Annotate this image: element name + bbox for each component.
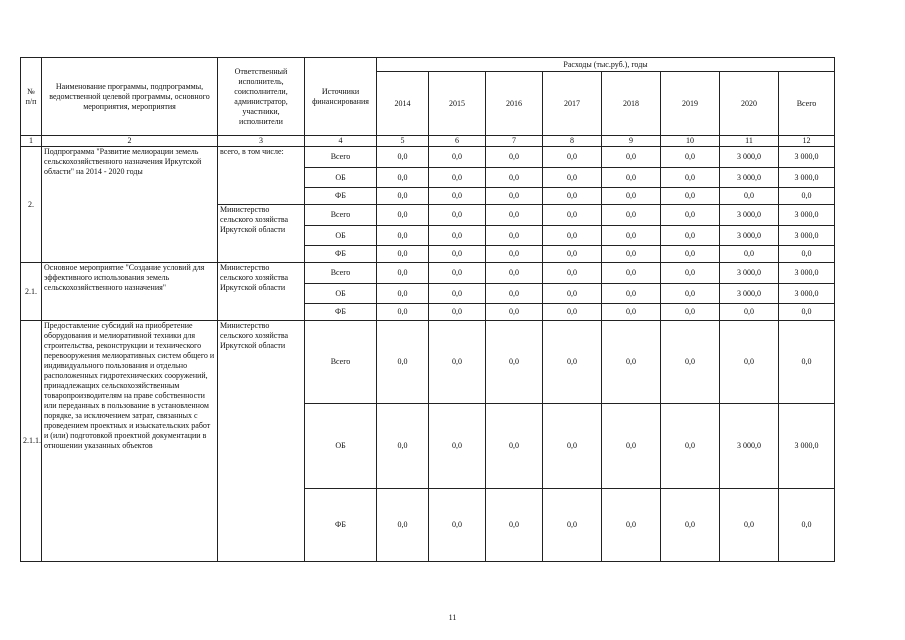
value-cell: 0,0 [377, 188, 429, 205]
value-cell: 3 000,0 [779, 226, 835, 246]
source-cell: ОБ [305, 284, 377, 304]
value-cell: 0,0 [661, 147, 720, 168]
value-cell: 3 000,0 [720, 284, 779, 304]
source-cell: ОБ [305, 168, 377, 188]
column-number: 1 [21, 136, 42, 147]
table-body [21, 58, 835, 562]
value-cell: 0,0 [543, 188, 602, 205]
header-year: 2016 [486, 72, 543, 136]
section-name: Подпрограмма "Развитие мелиорации земель сельскохозяйственного назначения Иркутской области" на 2014 - 2020 годы [42, 147, 218, 263]
value-cell: 0,0 [661, 168, 720, 188]
value-cell: 0,0 [543, 246, 602, 263]
value-cell: 0,0 [602, 205, 661, 226]
value-cell: 0,0 [661, 404, 720, 489]
page-number: 11 [448, 613, 457, 622]
value-cell: 0,0 [377, 284, 429, 304]
value-cell: 0,0 [543, 404, 602, 489]
value-cell: 0,0 [543, 489, 602, 562]
value-cell: 0,0 [779, 188, 835, 205]
value-cell: 3 000,0 [720, 205, 779, 226]
header-name: Наименование программы, подпрограммы, ведомственной целевой программы, основного мероприятия, мероприятия [42, 58, 218, 136]
column-number: 3 [218, 136, 305, 147]
value-cell: 0,0 [486, 404, 543, 489]
value-cell: 0,0 [720, 304, 779, 321]
value-cell: 0,0 [429, 205, 486, 226]
table-row [21, 58, 835, 72]
value-cell: 0,0 [377, 246, 429, 263]
value-cell: 3 000,0 [720, 263, 779, 284]
value-cell: 0,0 [661, 489, 720, 562]
value-cell: 0,0 [602, 489, 661, 562]
column-number: 4 [305, 136, 377, 147]
value-cell: 0,0 [720, 188, 779, 205]
header-year: 2017 [543, 72, 602, 136]
value-cell: 0,0 [429, 188, 486, 205]
table-row [21, 321, 835, 404]
value-cell: 0,0 [720, 321, 779, 404]
value-cell: 0,0 [486, 284, 543, 304]
source-cell: Всего [305, 321, 377, 404]
source-cell: Всего [305, 205, 377, 226]
header-year: 2019 [661, 72, 720, 136]
value-cell: 0,0 [543, 304, 602, 321]
source-cell: ОБ [305, 226, 377, 246]
value-cell: 0,0 [429, 489, 486, 562]
source-cell: ФБ [305, 304, 377, 321]
section-name: Предоставление субсидий на приобретение оборудования и мелиоративной техники для строительства, реконструкции и технического перевооружения мелиоративных систем общего и индивидуального пользования и отдельно расположенных гидротехнических сооружений, принадлежащих сельскохозяйственным товаропроизводителям на праве собственности или переданных в пользование в установленном порядке, за исключением затрат, связанных с проведением проектных и изыскательских работ и (или) подготовкой проектной документации в отношении указанных объектов [42, 321, 218, 562]
value-cell: 0,0 [543, 321, 602, 404]
value-cell: 0,0 [543, 263, 602, 284]
value-cell: 0,0 [377, 304, 429, 321]
header-responsible: Ответственный исполнитель, соисполнители, администратор, участники, исполнители [218, 58, 305, 136]
header-num: № п/п [21, 58, 42, 136]
section-name: Основное мероприятие "Создание условий для эффективного использования земель сельскохозяйственного назначения" [42, 263, 218, 321]
value-cell: 0,0 [661, 263, 720, 284]
header-year: 2015 [429, 72, 486, 136]
responsible-cell: Министерство сельского хозяйства Иркутской области [218, 321, 305, 562]
column-number: 5 [377, 136, 429, 147]
table-row [21, 263, 835, 284]
source-cell: ФБ [305, 188, 377, 205]
source-cell: ФБ [305, 246, 377, 263]
value-cell: 0,0 [486, 147, 543, 168]
value-cell: 0,0 [720, 489, 779, 562]
value-cell: 0,0 [429, 304, 486, 321]
value-cell: 0,0 [779, 489, 835, 562]
value-cell: 0,0 [602, 404, 661, 489]
table-row [21, 147, 835, 168]
column-number: 6 [429, 136, 486, 147]
value-cell: 3 000,0 [779, 263, 835, 284]
value-cell: 0,0 [602, 188, 661, 205]
header-sources: Источники финансирования [305, 58, 377, 136]
column-number: 12 [779, 136, 835, 147]
section-num: 2.1. [21, 263, 42, 321]
header-year: 2014 [377, 72, 429, 136]
value-cell: 0,0 [429, 284, 486, 304]
value-cell: 0,0 [779, 304, 835, 321]
value-cell: 3 000,0 [779, 205, 835, 226]
value-cell: 0,0 [377, 205, 429, 226]
section-num: 2.1.1. [21, 321, 42, 562]
value-cell: 0,0 [486, 226, 543, 246]
value-cell: 0,0 [602, 321, 661, 404]
value-cell: 0,0 [602, 147, 661, 168]
value-cell: 0,0 [429, 147, 486, 168]
table-row [21, 136, 835, 147]
value-cell: 0,0 [661, 321, 720, 404]
source-cell: ФБ [305, 489, 377, 562]
value-cell: 0,0 [779, 246, 835, 263]
value-cell: 0,0 [661, 284, 720, 304]
responsible-cell: Министерство сельского хозяйства Иркутской области [218, 205, 305, 263]
value-cell: 0,0 [486, 489, 543, 562]
column-number: 11 [720, 136, 779, 147]
responsible-cell: всего, в том числе: [218, 147, 305, 205]
section-num: 2. [21, 147, 42, 263]
value-cell: 3 000,0 [720, 147, 779, 168]
value-cell: 0,0 [486, 263, 543, 284]
value-cell: 0,0 [429, 263, 486, 284]
value-cell: 0,0 [602, 226, 661, 246]
value-cell: 0,0 [377, 226, 429, 246]
value-cell: 0,0 [429, 226, 486, 246]
value-cell: 0,0 [779, 321, 835, 404]
value-cell: 0,0 [543, 284, 602, 304]
value-cell: 3 000,0 [779, 404, 835, 489]
value-cell: 0,0 [602, 284, 661, 304]
source-cell: Всего [305, 263, 377, 284]
column-number: 8 [543, 136, 602, 147]
value-cell: 3 000,0 [720, 168, 779, 188]
source-cell: Всего [305, 147, 377, 168]
value-cell: 0,0 [486, 321, 543, 404]
value-cell: 0,0 [377, 168, 429, 188]
value-cell: 3 000,0 [779, 147, 835, 168]
value-cell: 0,0 [377, 263, 429, 284]
responsible-cell: Министерство сельского хозяйства Иркутской области [218, 263, 305, 321]
column-number: 9 [602, 136, 661, 147]
header-year: 2018 [602, 72, 661, 136]
value-cell: 0,0 [486, 205, 543, 226]
value-cell: 0,0 [429, 321, 486, 404]
value-cell: 0,0 [543, 147, 602, 168]
value-cell: 0,0 [377, 489, 429, 562]
value-cell: 0,0 [377, 404, 429, 489]
value-cell: 0,0 [377, 147, 429, 168]
column-number: 7 [486, 136, 543, 147]
value-cell: 0,0 [661, 304, 720, 321]
value-cell: 0,0 [377, 321, 429, 404]
value-cell: 0,0 [602, 304, 661, 321]
value-cell: 0,0 [486, 188, 543, 205]
header-year: 2020 [720, 72, 779, 136]
value-cell: 0,0 [429, 246, 486, 263]
value-cell: 0,0 [661, 246, 720, 263]
value-cell: 0,0 [602, 168, 661, 188]
value-cell: 3 000,0 [779, 284, 835, 304]
value-cell: 3 000,0 [779, 168, 835, 188]
value-cell: 0,0 [486, 168, 543, 188]
column-number: 2 [42, 136, 218, 147]
value-cell: 3 000,0 [720, 404, 779, 489]
value-cell: 0,0 [486, 246, 543, 263]
value-cell: 0,0 [720, 246, 779, 263]
value-cell: 3 000,0 [720, 226, 779, 246]
source-cell: ОБ [305, 404, 377, 489]
value-cell: 0,0 [543, 205, 602, 226]
column-number: 10 [661, 136, 720, 147]
value-cell: 0,0 [543, 168, 602, 188]
value-cell: 0,0 [543, 226, 602, 246]
value-cell: 0,0 [661, 205, 720, 226]
value-cell: 0,0 [429, 168, 486, 188]
budget-table [20, 57, 835, 562]
value-cell: 0,0 [602, 246, 661, 263]
value-cell: 0,0 [486, 304, 543, 321]
header-total: Всего [779, 72, 835, 136]
value-cell: 0,0 [429, 404, 486, 489]
value-cell: 0,0 [661, 188, 720, 205]
header-expenses: Расходы (тыс.руб.), годы [377, 58, 835, 72]
value-cell: 0,0 [661, 226, 720, 246]
value-cell: 0,0 [602, 263, 661, 284]
